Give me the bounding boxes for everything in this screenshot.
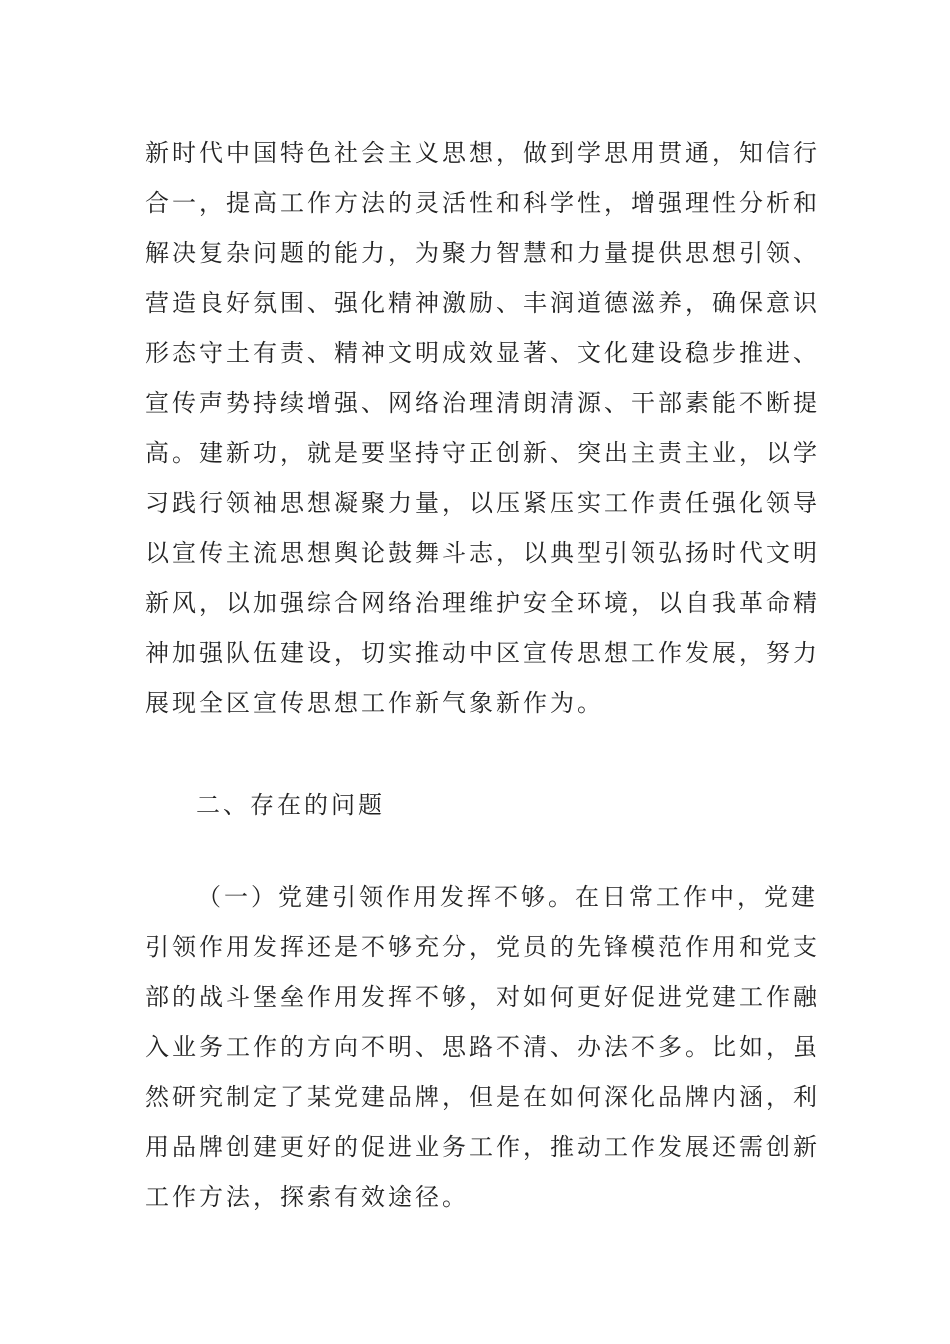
paragraph-1 [145, 128, 820, 728]
paragraph-1-line: 高。建新功，就是要坚持守正创新、突出主责主业，以学 [145, 439, 820, 467]
paragraph-2-line: 引领作用发挥还是不够充分，党员的先锋模范作用和党支 [145, 933, 820, 961]
paragraph-1-line: 新时代中国特色社会主义思想，做到学思用贯通，知信行 [145, 139, 820, 167]
paragraph-1-line: 解决复杂问题的能力，为聚力智慧和力量提供思想引领、 [145, 239, 820, 267]
paragraph-2-line: 用品牌创建更好的促进业务工作，推动工作发展还需创新 [145, 1133, 820, 1161]
paragraph-1-line: 合一，提高工作方法的灵活性和科学性，增强理性分析和 [145, 189, 820, 217]
section-heading: 二、存在的问题 [196, 791, 385, 819]
paragraph-1-line: 营造良好氛围、强化精神激励、丰润道德滋养，确保意识 [145, 289, 820, 317]
paragraph-2-line: 部的战斗堡垒作用发挥不够，对如何更好促进党建工作融 [145, 983, 820, 1011]
paragraph-2-line: 工作方法，探索有效途径。 [145, 1183, 469, 1211]
paragraph-2-line: 然研究制定了某党建品牌，但是在如何深化品牌内涵，利 [145, 1083, 820, 1111]
paragraph-1-line: 习践行领袖思想凝聚力量，以压紧压实工作责任强化领导 [145, 489, 820, 517]
paragraph-2-line: （一）党建引领作用发挥不够。在日常工作中，党建 [197, 883, 818, 911]
paragraph-2 [145, 872, 820, 1222]
paragraph-1-line: 新风，以加强综合网络治理维护安全环境，以自我革命精 [145, 589, 820, 617]
paragraph-1-line: 展现全区宣传思想工作新气象新作为。 [145, 689, 604, 717]
paragraph-1-line: 形态守土有责、精神文明成效显著、文化建设稳步推进、 [145, 339, 820, 367]
paragraph-1-line: 以宣传主流思想舆论鼓舞斗志，以典型引领弘扬时代文明 [145, 539, 820, 567]
paragraph-1-line: 宣传声势持续增强、网络治理清朗清源、干部素能不断提 [145, 389, 820, 417]
paragraph-1-line: 神加强队伍建设，切实推动中区宣传思想工作发展，努力 [145, 639, 820, 667]
paragraph-2-line: 入业务工作的方向不明、思路不清、办法不多。比如，虽 [145, 1033, 820, 1061]
